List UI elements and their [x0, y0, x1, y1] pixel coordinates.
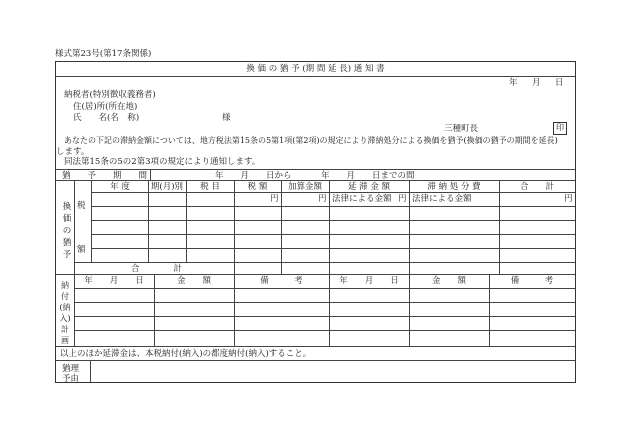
divider — [489, 274, 490, 346]
total-label: 合 計 — [131, 264, 183, 274]
col-header-tax-amount: 税 額 — [247, 182, 268, 192]
divider — [74, 302, 575, 303]
divider — [150, 169, 151, 180]
divider — [56, 346, 575, 347]
col-header-surcharge: 加算金額 — [287, 182, 322, 192]
statutory-label: 法律による金額 — [332, 194, 392, 204]
divider — [499, 180, 500, 274]
form-number: 様式第23号(第17条関係) — [55, 49, 152, 59]
divider — [234, 180, 235, 274]
divider — [186, 180, 187, 262]
body-line-1: あなたの下記の滞納金額については、地方税法第15条の5第1項(第2項)の規定により滞納処分による換価を猶予(換価の猶予の期間を延長) — [64, 136, 558, 145]
divider — [409, 180, 410, 274]
schedule-side-label: 納付(納入)計画 — [59, 281, 71, 345]
divider — [281, 180, 282, 274]
schedule-header-date-2: 年 月 日 — [339, 276, 399, 286]
divider — [234, 274, 235, 346]
schedule-header-remarks-1: 備 考 — [260, 276, 303, 286]
footer-note: 以上のほか延滞金は、本税納付(納入)の都度納付(納入)すること。 — [60, 349, 312, 359]
name-label: 氏 名(名 称) — [73, 113, 140, 123]
issuer-name: 三種町長 — [444, 124, 479, 134]
schedule-header-date-1: 年 月 日 — [84, 276, 144, 286]
yen-unit: 円 — [564, 194, 573, 204]
form-title: 換 価 の 猶 予 (期 間 延 長) 通 知 書 — [246, 64, 385, 74]
divider — [91, 248, 575, 249]
period-to: 年 月 日までの間 — [321, 171, 415, 181]
amount-side-label: 換価の猶予 — [62, 202, 72, 260]
body-line-3: 同法第15条の5の2第3項の規定により通知します。 — [64, 157, 261, 167]
seal-mark: 印 — [553, 122, 567, 135]
divider — [91, 220, 575, 221]
honorific: 様 — [222, 113, 231, 123]
amount-amount-label: 額 — [77, 245, 86, 255]
divider — [91, 234, 575, 235]
period-label: 猶 予 期 間 — [62, 171, 148, 181]
divider — [56, 180, 575, 181]
date-year: 年 — [509, 78, 518, 88]
divider — [56, 76, 575, 77]
period-from: 年 月 日から — [215, 171, 292, 181]
col-header-disposal-cost: 滞 納 処 分 費 — [427, 182, 481, 192]
body-line-2: します。 — [56, 147, 90, 157]
divider — [56, 169, 575, 170]
col-header-year: 年 度 — [110, 182, 130, 192]
schedule-header-amount-2: 金 額 — [431, 276, 466, 286]
divider — [91, 206, 575, 207]
divider — [56, 274, 575, 275]
col-header-tax-item: 税 目 — [200, 182, 220, 192]
divider — [148, 180, 149, 262]
divider — [56, 360, 575, 361]
col-header-period: 期(月)別 — [150, 182, 184, 192]
divider — [74, 316, 575, 317]
schedule-header-amount-1: 金 額 — [176, 276, 211, 286]
divider — [329, 180, 330, 274]
divider — [91, 192, 575, 193]
notice-form — [55, 61, 576, 383]
divider — [74, 288, 575, 289]
divider — [74, 180, 75, 274]
statutory-label: 法律による金額 — [412, 194, 472, 204]
yen-unit: 円 — [270, 194, 279, 204]
yen-unit: 円 — [398, 194, 407, 204]
divider — [409, 274, 410, 346]
taxpayer-label: 納税者(特別徴収義務者) — [64, 90, 156, 100]
yen-unit: 円 — [318, 194, 327, 204]
col-header-total: 合 計 — [519, 182, 554, 192]
date-month: 月 — [532, 78, 541, 88]
address-label: 住(居)所(所在地) — [73, 102, 138, 112]
divider — [154, 274, 155, 346]
schedule-header-remarks-2: 備 考 — [510, 276, 554, 286]
reason-label: 猶理予由 — [62, 364, 80, 384]
divider — [74, 330, 575, 331]
divider — [329, 274, 330, 346]
col-header-delinquency: 延 滞 金 額 — [347, 182, 391, 192]
divider — [90, 360, 91, 382]
amount-tax-label: 税 — [77, 201, 86, 211]
date-day: 日 — [555, 78, 564, 88]
